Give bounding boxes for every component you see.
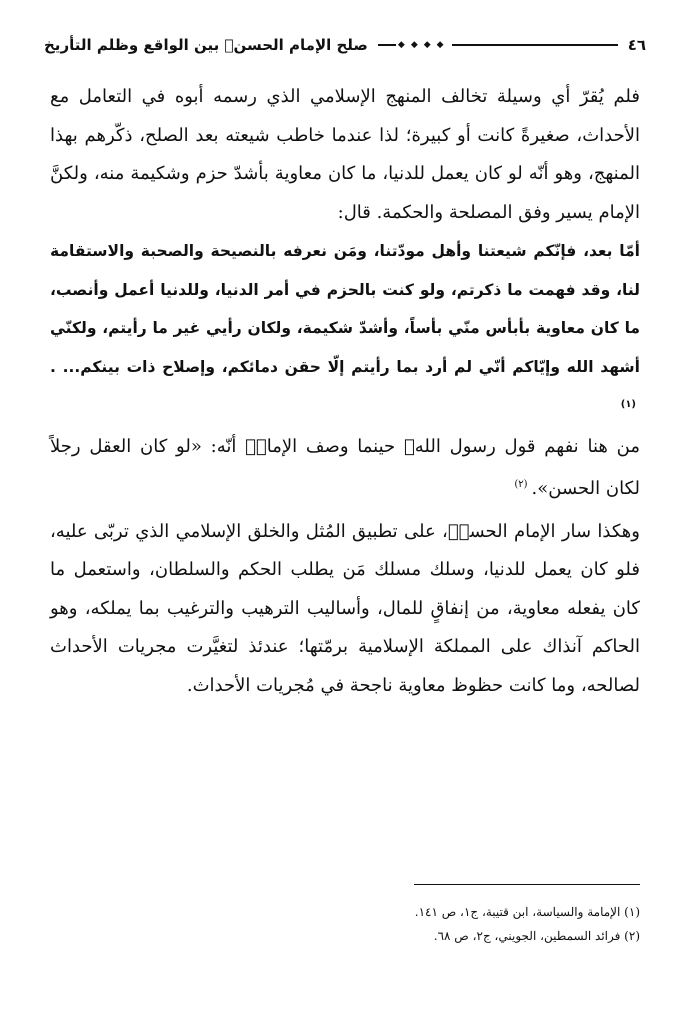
paragraph: فلم يُقرّ أي وسيلة تخالف المنهج الإسلامي الذي رسمه أبوه في التعامل مع الأحداث، صغيرةً كانت أو كبيرة؛ لذا عندما خاطب شيعته بعد الصلح، ذكّرهم بهذا المنهج، وهو أنّه لو كان يعمل للدنيا، ما كان معاوية بأشدّ حزم وشكيمة منه، ولكنَّ الإمام يسير وفق المصلحة والحكمة. قال:	[50, 86, 640, 223]
footnote: (٢) فرائد السمطين، الجويني، ج٢، ص ٦٨.	[433, 929, 640, 943]
paragraph: وهكذا سار الإمام الحسنؑ، على تطبيق المُثل والخلق الإسلامي الذي تربّى عليه، فلو كان يعمل للدنيا، وسلك مسلك مَن يطلب الحكم والسلطان، واستعمل ما كان يفعله معاوية، من إنفاقٍ للمال، وأساليب الترهيب والترغيب بما يملكه، وهو الحاكم آنذاك على المملكة الإسلامية برمّتها؛ عندئذ لتغيَّرت مجريات الأحداث لصالحه، وما كانت حظوظ معاوية ناجحة في مُجريات الأحداث.	[50, 520, 640, 696]
footnote-reference: (١)	[620, 399, 636, 410]
quotation-text: أمّا بعد، فإنّكم شيعتنا وأهل مودّتنا، ومَن نعرفه بالنصيحة والصحبة والاستقامة لنا، وقد فهمت ما ذكرتم، ولو كنت بالحزم في أمر الدنيا، وللدنيا أعمل وأنصب، ما كان معاوية بأبأس منّي بأساً، وأشدّ شكيمة، ولكان رأيي غير ما رأيتم، ولكنّي أشهد الله وإيّاكم أنّي لم أرد بما رأيتم إلّا حقن دمائكم، وإصلاح ذات بينكم... .	[50, 242, 640, 376]
footnote-reference: (٢)	[514, 479, 528, 491]
running-header-title: صلح الإمام الحسنؑ بين الواقع وظلم التأريخ	[44, 36, 368, 54]
paragraph	[50, 428, 640, 509]
page-number: ٤٦	[627, 36, 646, 54]
running-header	[44, 30, 646, 60]
quotation	[50, 232, 640, 428]
footnotes	[50, 900, 640, 948]
header-dots-ornament: ◆◆◆◆	[397, 40, 450, 50]
footnote-separator	[414, 884, 640, 885]
footnote: (١) الإمامة والسياسة، ابن قتيبة، ج١، ص ١٤١.	[414, 905, 640, 919]
main-text	[50, 78, 640, 705]
paragraph-text: من هنا نفهم قول رسول اللهﷺ حينما وصف الإمامؑ أنّه: «لو كان العقل رجلاً لكان الحسن».	[50, 435, 640, 500]
header-ornament-rule	[378, 40, 618, 50]
